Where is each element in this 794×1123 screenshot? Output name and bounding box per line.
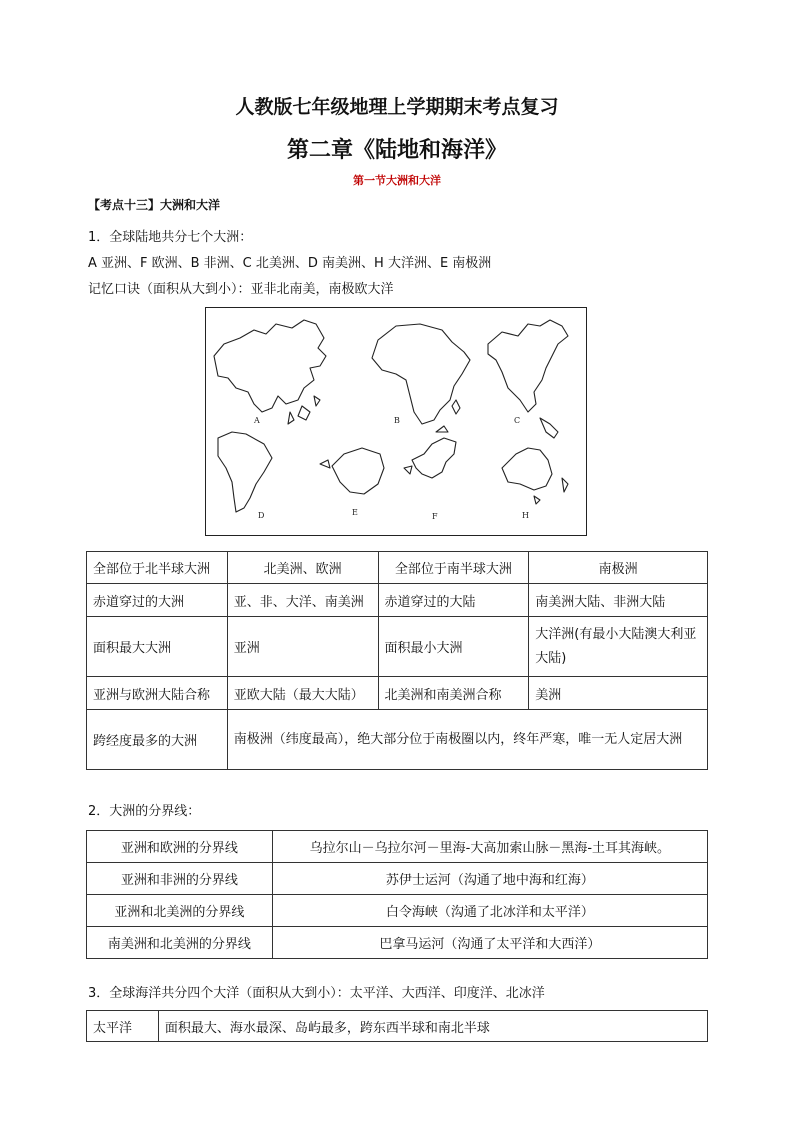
table-cell: 亚洲和非洲的分界线 — [87, 863, 273, 895]
table-cell: 南美洲和北美洲的分界线 — [87, 927, 273, 959]
continents-map — [205, 307, 587, 536]
table-row — [87, 710, 708, 770]
table-cell: 面积最小大洲 — [378, 617, 529, 677]
table-cell: 亚、非、大洋、南美洲 — [227, 584, 378, 617]
table-cell: 跨经度最多的大洲 — [87, 710, 228, 770]
table-row — [87, 584, 708, 617]
table-cell: 全部位于北半球大洲 — [87, 552, 228, 584]
continents-facts-table — [86, 551, 708, 770]
table-cell: 白令海峡（沟通了北冰洋和太平洋） — [272, 895, 707, 927]
line-oceans-heading: 3．全球海洋共分四个大洋（面积从大到小）：太平洋、大西洋、印度洋、北冰洋 — [88, 986, 545, 1001]
map-label-d: D — [258, 511, 265, 520]
table-cell: 亚洲和北美洲的分界线 — [87, 895, 273, 927]
table-cell: 大洋洲(有最小大陆澳大利亚大陆) — [529, 617, 708, 677]
table-row — [87, 617, 708, 677]
oceania-outline — [502, 448, 552, 490]
table-row — [87, 677, 708, 710]
chapter-title: 第二章《陆地和海洋》 — [286, 137, 507, 163]
table-row — [87, 1011, 708, 1042]
table-cell: 巴拿马运河（沟通了太平洋和大西洋） — [272, 927, 707, 959]
point-label: 【考点十三】大洲和大洋 — [88, 198, 221, 212]
line-mnemonic: 记忆口诀（面积从大到小）：亚非北南美，南极欧大洋 — [88, 282, 394, 297]
oceans-table — [86, 1010, 708, 1042]
table-row — [87, 552, 708, 584]
table-row — [87, 863, 708, 895]
africa-outline — [372, 324, 470, 424]
table-cell: 南极洲 — [529, 552, 708, 584]
table-cell: 南极洲（纬度最高），绝大部分位于南极圈以内，终年严寒，唯一无人定居大洲 — [227, 710, 707, 770]
map-label-b: B — [394, 416, 400, 425]
table-row — [87, 895, 708, 927]
antarctica-outline — [332, 448, 384, 494]
table-cell: 亚洲与欧洲大陆合称 — [87, 677, 228, 710]
line-continents-count: 1．全球陆地共分七个大洲： — [88, 230, 253, 245]
table-cell: 北美洲、欧洲 — [227, 552, 378, 584]
boundaries-table — [86, 830, 708, 959]
map-label-h: H — [522, 511, 529, 520]
table-cell: 亚洲和欧洲的分界线 — [87, 831, 273, 863]
map-label-c: C — [514, 416, 521, 425]
north-america-outline — [488, 320, 568, 412]
table-cell: 乌拉尔山－乌拉尔河－里海-大高加索山脉－黑海-土耳其海峡。 — [272, 831, 707, 863]
europe-outline — [412, 438, 456, 478]
south-america-outline — [218, 432, 272, 512]
table-cell: 赤道穿过的大陆 — [378, 584, 529, 617]
asia-outline — [214, 320, 326, 412]
line-boundaries-heading: 2．大洲的分界线： — [88, 804, 201, 819]
table-cell: 全部位于南半球大洲 — [378, 552, 529, 584]
map-label-e: E — [352, 508, 358, 517]
table-cell: 面积最大大洲 — [87, 617, 228, 677]
table-cell: 赤道穿过的大洲 — [87, 584, 228, 617]
map-label-a: A — [254, 416, 260, 425]
table-cell: 南美洲大陆、非洲大陆 — [529, 584, 708, 617]
section-title: 第一节大洲和大洋 — [353, 174, 441, 187]
table-cell: 面积最大、海水最深、岛屿最多，跨东西半球和南北半球 — [158, 1011, 707, 1042]
table-cell: 美洲 — [529, 677, 708, 710]
map-label-f: F — [432, 512, 438, 521]
table-cell: 太平洋 — [87, 1011, 159, 1042]
document-title: 人教版七年级地理上学期期末考点复习 — [235, 96, 559, 118]
table-cell: 亚洲 — [227, 617, 378, 677]
table-cell: 苏伊士运河（沟通了地中海和红海） — [272, 863, 707, 895]
table-cell: 亚欧大陆（最大大陆） — [227, 677, 378, 710]
table-row — [87, 927, 708, 959]
table-cell: 北美洲和南美洲合称 — [378, 677, 529, 710]
table-row — [87, 831, 708, 863]
line-continents-list: A 亚洲、F 欧洲、B 非洲、C 北美洲、D 南美洲、H 大洋洲、E 南极洲 — [88, 256, 492, 271]
